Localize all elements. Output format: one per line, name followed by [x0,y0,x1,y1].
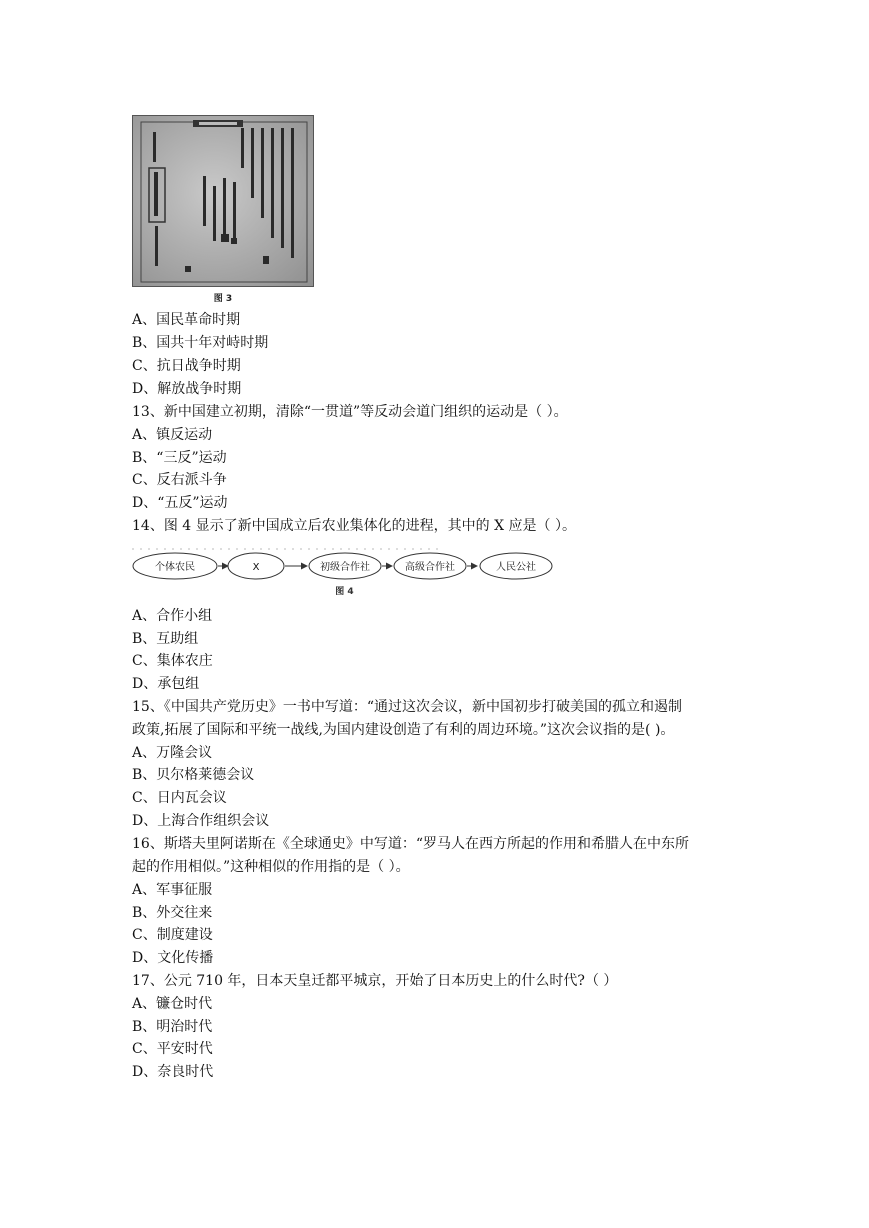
flow-node-elementary-coop [309,553,381,579]
q16-stem-line-1: 16、斯塔夫里阿诺斯在《全球通史》中写道：“罗马人在西方所起的作用和希腊人在中东所 [132,836,689,852]
q14-option-b: B、互助组 [132,631,199,647]
collectivization-flow-diagram [132,546,557,582]
q16-option-a: A、军事征服 [132,882,213,898]
q14-stem: 14、图 4 显示了新中国成立后农业集体化的进程，其中的 X 应是（ ）。 [132,518,576,534]
q13-option-a: A、镇反运动 [132,427,213,443]
flow-node-label: 初级合作社 [320,562,370,573]
q16-option-c: C、制度建设 [132,927,213,943]
q17-option-c: C、平安时代 [132,1041,213,1057]
q17-option-b: B、明治时代 [132,1019,213,1035]
figure-3-caption: 图 3 [213,294,233,304]
q17-stem: 17、公元 710 年，日本天皇迁都平城京，开始了日本历史上的什么时代?（ ） [132,973,618,989]
q13-option-d: D、“五反”运动 [132,495,228,511]
q15-stem-line-1: 15、《中国共产党历史》一书中写道：“通过这次会议，新中国初步打破美国的孤立和遏制 [132,699,682,715]
q13-option-b: B、“三反”运动 [132,450,227,466]
flow-node-label: 高级合作社 [405,562,455,573]
q14-option-c: C、集体农庄 [132,653,213,669]
q12-option-c: C、抗日战争时期 [132,358,241,374]
flow-node-individual-farmers [133,553,217,579]
flow-node-label: 个体农民 [155,562,195,573]
q12-option-b: B、国共十年对峙时期 [132,335,269,351]
q12-option-d: D、解放战争时期 [132,381,242,397]
flow-node-advanced-coop [394,553,466,579]
figure-4 [132,546,557,598]
q16-option-b: B、外交往来 [132,905,213,921]
q16-stem-line-2: 起的作用相似。”这种相似的作用指的是（ ）。 [132,859,410,875]
flow-node-peoples-commune [480,553,552,579]
figure-4-caption: 图 4 [335,587,354,597]
figure-3 [132,115,314,303]
q14-option-d: D、承包组 [132,676,200,692]
q14-option-a: A、合作小组 [132,608,213,624]
q16-option-d: D、文化传播 [132,950,214,966]
q15-option-d: D、上海合作组织会议 [132,813,270,829]
q15-option-b: B、贝尔格莱德会议 [132,767,255,783]
q13-stem: 13、新中国建立初期，清除“一贯道”等反动会道门组织的运动是（ ）。 [132,404,568,420]
q17-option-a: A、镰仓时代 [132,996,213,1012]
document-photo [132,115,314,287]
q17-option-d: D、奈良时代 [132,1064,214,1080]
flow-node-x [228,553,284,579]
q15-option-c: C、日内瓦会议 [132,790,227,806]
q12-option-a: A、国民革命时期 [132,312,241,328]
q15-option-a: A、万隆会议 [132,745,213,761]
q15-stem-line-2: 政策,拓展了国际和平统一战线,为国内建设创造了有利的周边环境。”这次会议指的是( )。 [132,722,675,738]
flow-node-label: 人民公社 [496,562,536,573]
flow-node-label: X [252,562,260,573]
document-photo-drawing [133,116,314,287]
q13-option-c: C、反右派斗争 [132,472,227,488]
